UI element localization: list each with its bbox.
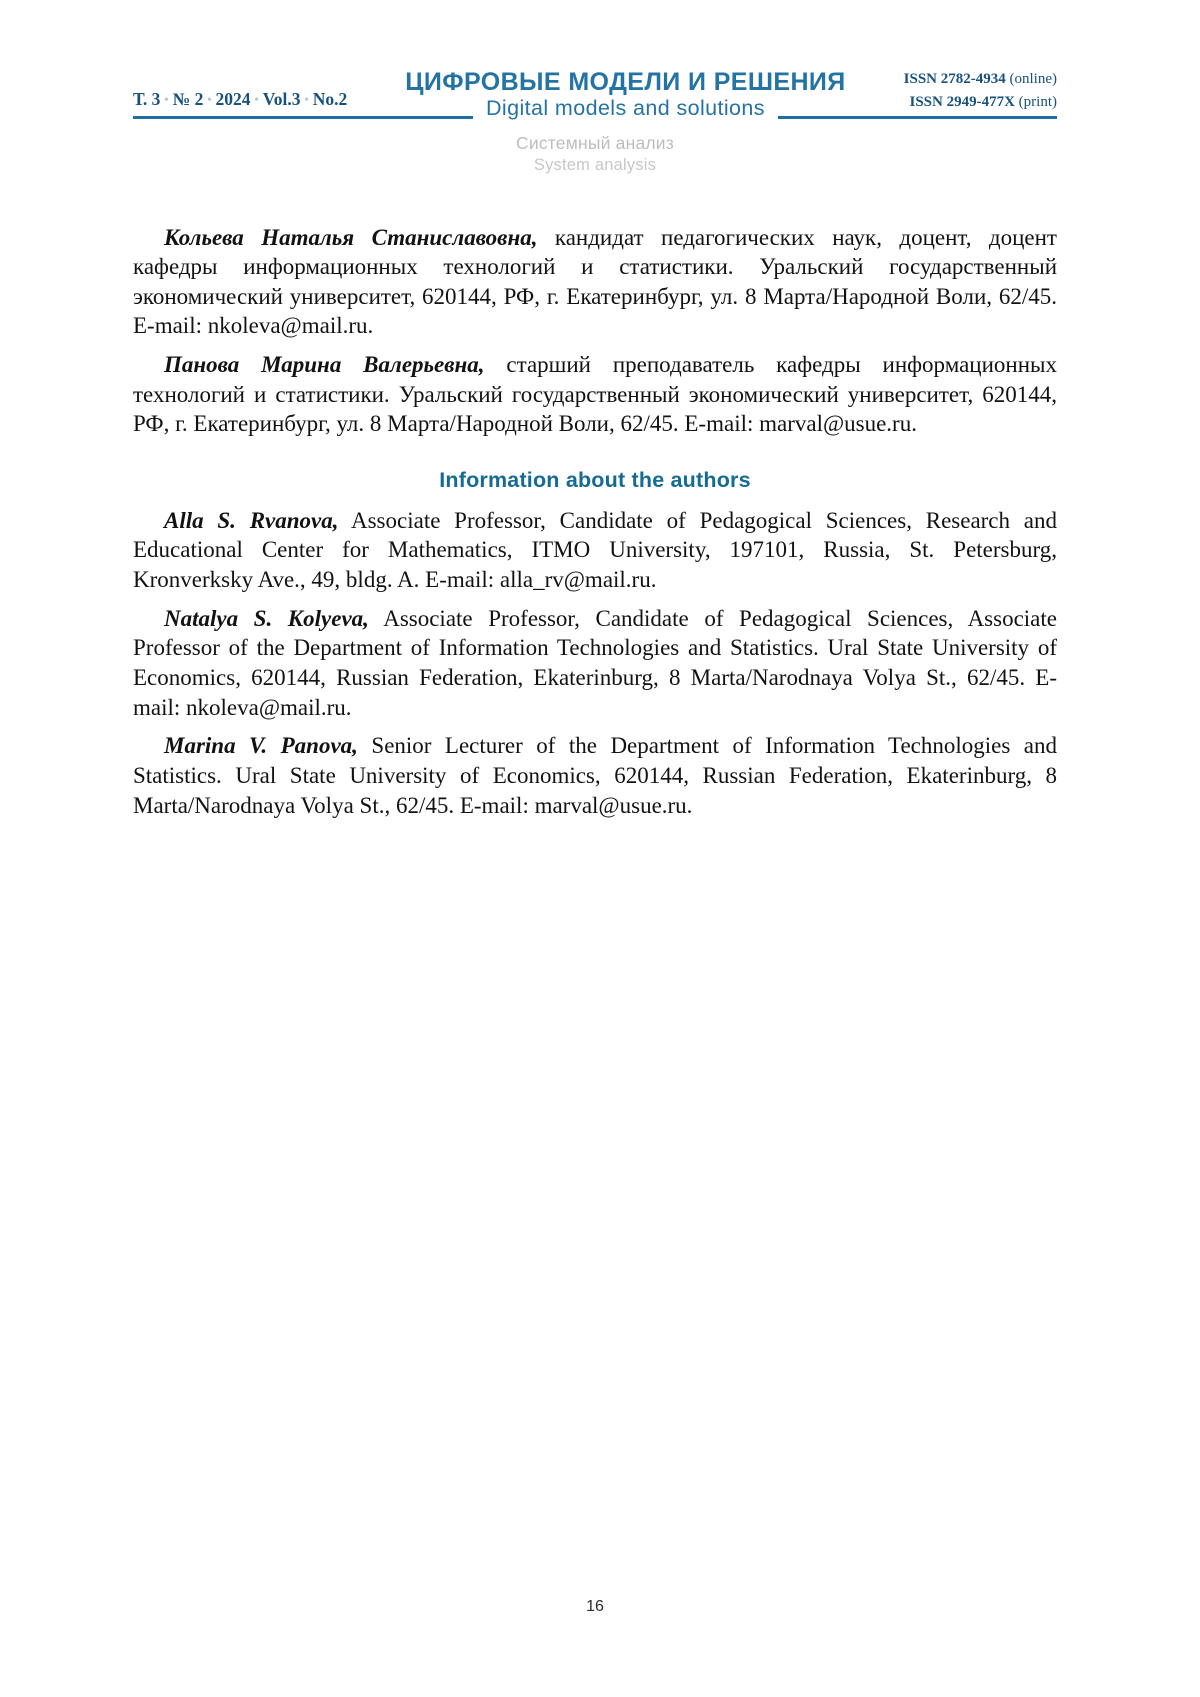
issn-online-label: (online) [1009, 71, 1057, 87]
author-paragraph-en [133, 506, 1057, 595]
issn-block [904, 68, 1057, 113]
author-name: Alla S. Rvanova, [164, 507, 339, 533]
section-labels [133, 133, 1057, 176]
dot-separator-icon [251, 92, 263, 106]
author-details: кандидат педагогических наук, доцент, доцент кафедры информационных технологий и статистики. Уральский государственный экономический университет, 620144, РФ, г. Екатеринбург, ул. 8 Марта/Народной Воли, 62/45. E-mail: nkoleva@mail.ru. [133, 224, 1057, 339]
author-details: Associate Professor, Candidate of Pedagogical Sciences, Research and Educational Center for Mathematics, ITMO University, 197101, Russia, St. Petersburg, Kronverksky Ave., 49, bldg. A. E-mail: alla_rv@mail.ru. [133, 507, 1057, 593]
issue-en: No.2 [312, 89, 348, 109]
author-name: Natalya S. Kolyeva, [164, 605, 369, 631]
journal-title-block [347, 69, 903, 120]
section-name-en: System analysis [533, 155, 657, 174]
volume-ru: Т. 3 [133, 89, 161, 109]
page-content [133, 0, 1057, 1615]
section-heading-information-about-authors: Information about the authors [439, 468, 751, 493]
volume-en: Vol.3 [262, 89, 301, 109]
section-name-ru: Системный анализ [516, 133, 674, 153]
year: 2024 [215, 89, 251, 109]
volume-issue-info [133, 89, 347, 110]
header-row [133, 0, 1057, 120]
issn-online [904, 68, 1057, 91]
authors-info [133, 223, 1057, 821]
page-number: 16 [586, 1598, 604, 1615]
author-paragraph-en [133, 604, 1057, 723]
author-details: Senior Lecturer of the Department of Information Technologies and Statistics. Ural State University of Economics, 620144, Russian Federation, Ekaterinburg, 8 Marta/Narodnaya Volya St., 62/45. E-mail: marval@usue.ru. [133, 733, 1057, 818]
author-details: Associate Professor, Candidate of Pedagogical Sciences, Associate Professor of the Department of Information Technologies and Statistics. Ural State University of Economics, 620144, Russian Federation, Ekaterinburg, 8 Marta/Narodnaya Volya St., 62/45. E-mail: nkoleva@mail.ru. [133, 605, 1057, 720]
author-paragraph-ru [133, 223, 1057, 342]
running-head [133, 0, 1057, 176]
issn-print-number: ISSN 2949-477X [909, 93, 1015, 110]
issn-print [904, 91, 1057, 114]
dot-separator-icon [203, 92, 215, 106]
issue-ru: № 2 [172, 89, 204, 109]
author-paragraph-en [133, 731, 1057, 820]
issn-print-label: (print) [1018, 93, 1057, 110]
author-details: старший преподаватель кафедры информационных технологий и статистики. Уральский государственный экономический университет, 620144, РФ, г. Екатеринбург, ул. 8 Марта/Народной Воли, 62/45. E-mail: marval@usue.ru. [133, 352, 1057, 437]
issn-online-number: ISSN 2782-4934 [903, 71, 1006, 87]
author-name: Кольева Наталья Станиславовна, [164, 224, 538, 250]
journal-title-ru: ЦИФРОВЫЕ МОДЕЛИ И РЕШЕНИЯ [405, 67, 846, 96]
dot-separator-icon [301, 92, 313, 106]
dot-separator-icon [160, 92, 172, 106]
author-name: Панова Марина Валерьевна, [164, 352, 485, 378]
author-paragraph-ru [133, 350, 1057, 439]
author-name: Marina V. Panova, [164, 733, 358, 759]
journal-title-en: Digital models and solutions [473, 98, 778, 120]
